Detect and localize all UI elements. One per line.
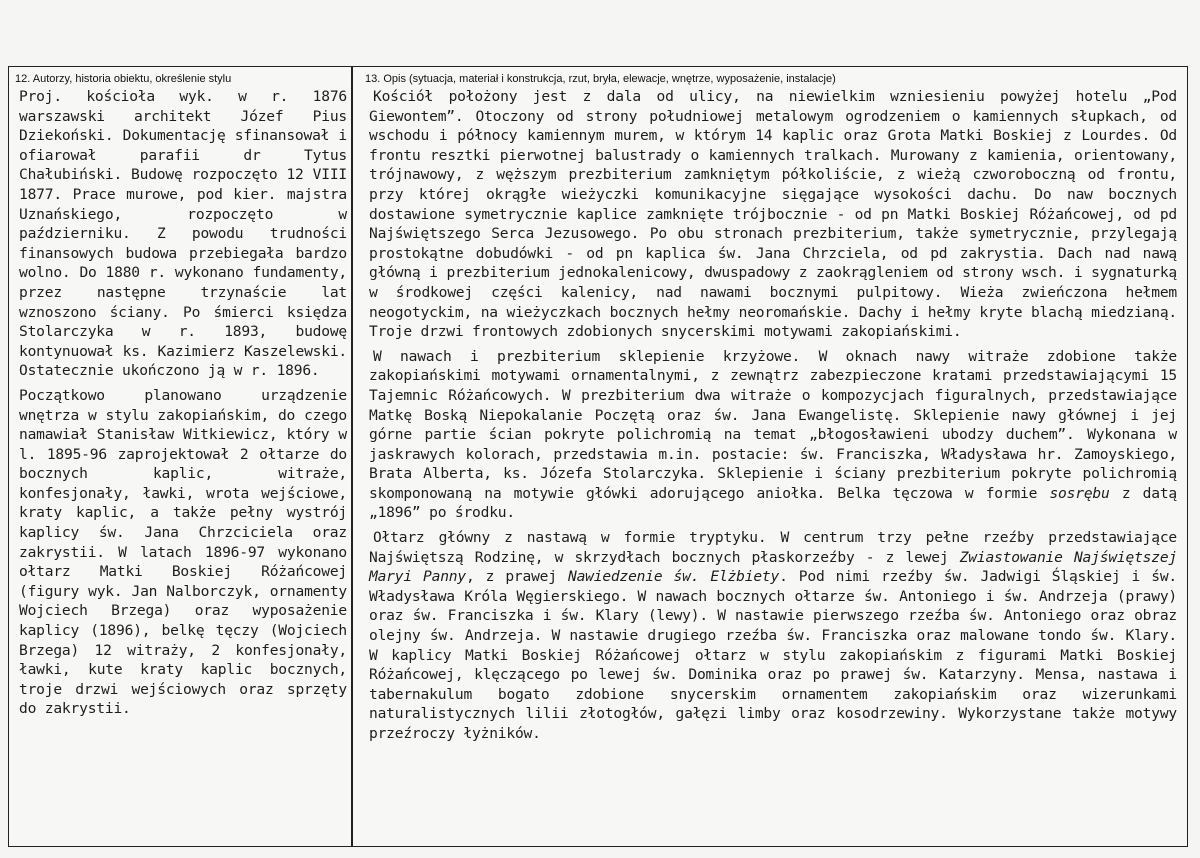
section-12-paragraph-2: Początkowo planowano urządzenie wnętrza w stylu zakopiańskim, do czego namawiał Stanisław Witkiewicz, który w l. 1895-96 zaprojektował 2 ołtarze do bocznych kaplic, witraże, konfesjonały, ławki, wrota wejściowe, kraty kaplic, a także pełny wystrój kaplicy św. Jana Chrzciciela oraz zakrystii. W latach 1896-97 wykonano ołtarz Matki Boskiej Różańcowej (figury wyk. Jan Nalborczyk, ornamenty Wojciech Brzega) oraz wyposażenie kaplicy (1896), belkę tęczy (Wojciech Brzega) 12 witraży, 2 konfesjonały, ławki, kute kraty kaplic bocznych, troje drzwi wejściowych oraz sprzęty do zakrystii. [19, 386, 347, 718]
section-12-heading: 12. Autorzy, historia obiektu, określenie stylu [15, 73, 232, 85]
paragraph-2-text-a: W nawach i prezbiterium sklepienie krzyżowe. W oknach nawy witraże zdobione także zakopiańskimi motywami ornamentalnymi, z zewnątrz zabezpieczone kratami przedstawiającymi 15 Tajemnic Różańcowych. W prezbiterium dwa witraże o kompozycjach figuralnych, przedstawiające Matkę Boską Niepokalanie Poczętą oraz św. Jana Ewangelistę. Sklepienie nawy głównej i jej górne partie ścian pokryte polichromią na temat „błogosławieni ubodzy duchem”. Wykonana w jaskrawych kolorach, przedstawia m.in. postacie: św. Franciszka, Władysława hr. Zamoyskiego, Brata Alberta, ks. Józefa Stolarczyka. Sklepienie i ściany prezbiterium pokryte polichromią skomponowaną na motywie główki adorującego aniołka. Belka tęczowa w formie [369, 347, 1177, 502]
section-13-column [355, 67, 1187, 846]
visitation-title: Nawiedzenie św. Elżbiety [567, 568, 780, 586]
form-frame [8, 66, 1188, 847]
paragraph-3-text-a: Ołtarz główny z nastawą w formie tryptyku. W centrum trzy pełne rzeźby przedstawiające Najświętszą Rodzinę, w skrzydłach bocznych płaskorzeźby - z lewej [369, 529, 1177, 566]
section-13-paragraph-3 [369, 528, 1177, 744]
section-13-paragraph-1: Kościół położony jest z dala od ulicy, na niewielkim wzniesieniu powyżej hotelu „Pod Giewontem”. Otoczony od strony południowej metalowym ogrodzeniem o kamiennych słupkach, od wschodu i północy kamiennym murem, w którym 14 kaplic oraz Grota Matki Boskiej z Lourdes. Od frontu resztki pierwotnej balustrady o kamiennych tralkach. Murowany z kamienia, orientowany, trójnawowy, z węższym prezbiterium zamkniętym półkoliście, z wieżą czworoboczną od frontu, przy której okrągłe wieżyczki komunikacyjne sięgające wysokości dachu. Do naw bocznych dostawione symetrycznie kaplice zamknięte trójbocznie - od pn Matki Boskiej Różańcowej, od pd Najświętszego Serca Jezusowego. Po obu stronach prezbiterium, także symetrycznie, przylegają prostokątne dobudówki - od pn kaplica św. Jana Chrzciela, od pd zakrystia. Dach nad nawą główną i prezbiterium jednokalenicowy, dwuspadowy z zaokrągleniem od strony wsch. i sygnaturką w środkowej części kalenicy, nad nawami bocznymi pulpitowy. Wieża zwieńczona hełmem neogotyckim, na wieżyczkach bocznych hełmy neoromańskie. Dachy i hełmy kryte blachą miedzianą. Troje drzwi frontowych zdobionych snycerskimi motywami zakopiańskimi. [369, 88, 1177, 341]
paragraph-3-text-c: . Pod nimi rzeźby św. Jadwigi Śląskiej i św. Władysława Króla Węgierskiego. W nawach bocznych ołtarze św. Antoniego i św. Andrzeja (prawy) oraz św. Franciszka i św. Klary (lewy). W nastawie pierwszego rzeźba św. Antoniego oraz obraz olejny św. Andrzeja. W nastawie drugiego rzeźba św. Franciszka oraz malowane tondo św. Klary. W kaplicy Matki Boskiej Różańcowej ołtarz w stylu zakopiańskim z figurami Matki Boskiej Różańcowej, klęczącego po lewej św. Dominika oraz po prawej św. Katarzyny. Mensa, nastawa i tabernakulum bogato zdobione snycerskim ornamentem zakopiańskim oraz wizerunkami naturalistycznych lilii złotogłów, gałęzi limby oraz kosodrzewiny. Wykorzystane także motywy przeźroczy łyżników. [369, 568, 1178, 742]
annunciation-title: Zwiastowanie Najświętszej Maryi Panny [369, 548, 1178, 586]
sosrebu-term: sosrębu [1049, 484, 1110, 502]
paragraph-2-text-b: z datą „1896” po środku. [369, 484, 1177, 522]
section-12-paragraph-1: Proj. kościoła wyk. w r. 1876 warszawski architekt Józef Pius Dziekoński. Dokumentację sfinansował i ofiarował parafii dr Tytus Chałubiński. Budowę rozpoczęto 12 VIII 1877. Prace murowe, pod kier. majstra Uznańskiego, rozpoczęto w październiku. Z powodu trudności finansowych budowa przebiegała bardzo wolno. Do 1880 r. wykonano fundamenty, przez następne trzynaście lat wznoszono ściany. Po śmierci księdza Stolarczyka w r. 1893, budowę kontynuował ks. Kazimierz Kaszelewski. Ostatecznie ukończono ją w r. 1896. [19, 88, 347, 380]
paragraph-3-text-b: , z prawej [465, 568, 557, 586]
section-12-body [9, 86, 351, 719]
section-13-paragraph-2 [369, 347, 1177, 523]
section-12-column [9, 67, 353, 846]
section-13-heading: 13. Opis (sytuacja, materiał i konstrukcja, rzut, bryła, elewacje, wnętrze, wyposażenie, instalacje) [365, 73, 836, 85]
section-13-body [355, 86, 1187, 744]
